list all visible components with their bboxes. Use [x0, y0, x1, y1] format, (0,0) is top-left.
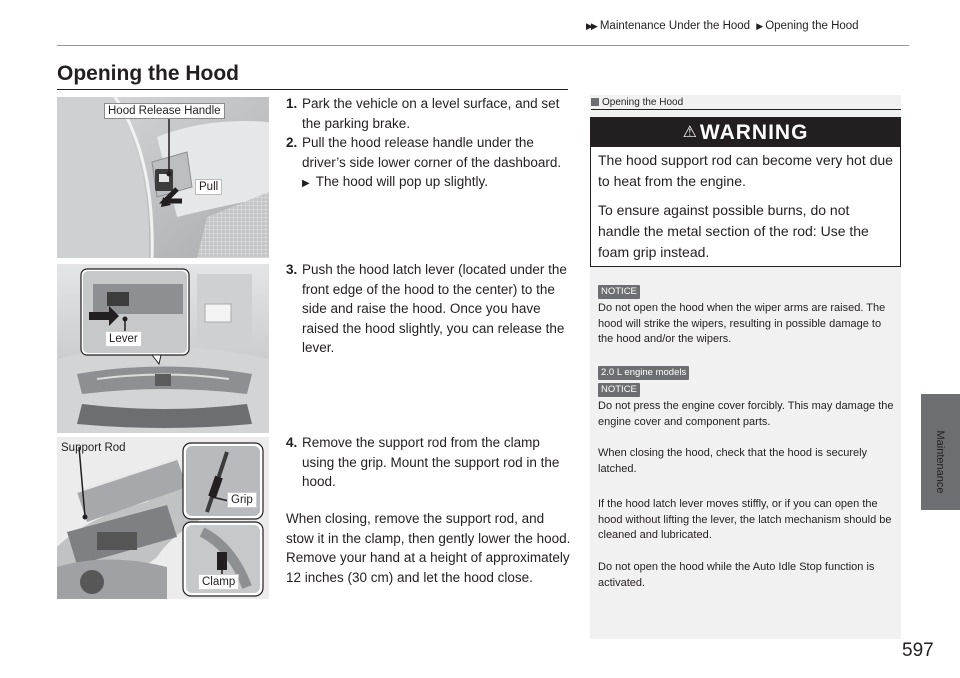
notice-text-engine-cover: Do not press the engine cover forcibly. This may damage the engine cover and component parts. [598, 400, 894, 428]
step-text: Push the hood latch lever (located under the front edge of the hood to the center) to the side and raise the hood. Once you have raised the hood slightly, you can release the lever. [302, 262, 567, 356]
breadcrumb-item-2[interactable]: Opening the Hood [765, 20, 859, 32]
reference-icon [591, 98, 599, 106]
step-number: 3. [286, 262, 298, 277]
figure-hood-release [57, 97, 269, 258]
sidebar-heading-rule [591, 109, 901, 110]
arrow-icon: ▶ [756, 21, 762, 31]
note-latch-lubrication: If the hood latch lever moves stiffly, or if you can open the hood without lifting the lever, the latch mechanism should be cleaned and lubricated. [598, 498, 892, 542]
callout-grip: Grip [227, 492, 257, 508]
header-rule [57, 45, 909, 46]
step-number: 2. [286, 135, 298, 150]
figure-support-rod [57, 437, 269, 599]
warning-icon: ⚠ [682, 124, 698, 141]
page-number: 597 [902, 640, 934, 661]
callout-lever: Lever [105, 331, 142, 347]
double-arrow-icon: ▶▶ [586, 21, 596, 31]
figure-latch-lever [57, 264, 269, 433]
step-text: Remove the support rod from the clamp using the grip. Mount the support rod in the hood. [302, 435, 560, 490]
section-tab-label: Maintenance [934, 430, 946, 494]
notice-badge-engine: NOTICE [598, 383, 640, 397]
step-4 [286, 433, 571, 492]
note-auto-idle-stop: Do not open the hood while the Auto Idle Stop function is activated. [598, 561, 875, 589]
latch-lever-illustration [57, 264, 269, 433]
step-3 [286, 260, 571, 358]
step-text: Pull the hood release handle under the driver’s side lower corner of the dashboard. [302, 135, 562, 170]
callout-clamp: Clamp [198, 574, 239, 590]
step-text: Park the vehicle on a level surface, and set the parking brake. [302, 96, 560, 131]
step-number: 1. [286, 96, 298, 111]
step-1 [286, 94, 571, 133]
warning-label: ⚠WARNING [682, 121, 809, 144]
note-hood-latched: When closing the hood, check that the hood is securely latched. [598, 447, 868, 475]
breadcrumb-item-1[interactable]: Maintenance Under the Hood [599, 20, 751, 32]
step-2-result [302, 172, 488, 193]
arrow-icon: ▶ [302, 178, 310, 189]
step-result-text: The hood will pop up slightly. [315, 174, 489, 189]
warning-text-heat: The hood support rod can become very hot due to heat from the engine. [598, 152, 893, 189]
page-title: Opening the Hood [57, 62, 239, 85]
callout-support-rod: Support Rod [61, 442, 126, 454]
notice-badge: NOTICE [598, 285, 640, 299]
step-number: 4. [286, 435, 298, 450]
engine-model-badge: 2.0 L engine models [598, 366, 689, 380]
closing-instructions: When closing, remove the support rod, and stow it in the clamp, then gently lower the hood. Remove your hand at a height of approximately 12 inches (30 cm) and let the hood close. [286, 511, 571, 585]
warning-text-burns: To ensure against possible burns, do not handle the metal section of the rod: Use the foam grip instead. [598, 202, 869, 260]
title-rule [57, 89, 568, 90]
breadcrumb [586, 20, 859, 32]
step-2 [286, 133, 571, 172]
callout-pull: Pull [195, 179, 222, 195]
notice-text-wipers: Do not open the hood when the wiper arms are raised. The hood will strike the wipers, resulting in possible damage to the hood and/or the wipers. [598, 302, 886, 346]
callout-hood-release-handle: Hood Release Handle [104, 103, 225, 119]
hood-release-illustration [57, 97, 269, 258]
sidebar-heading: Opening the Hood [591, 97, 683, 108]
